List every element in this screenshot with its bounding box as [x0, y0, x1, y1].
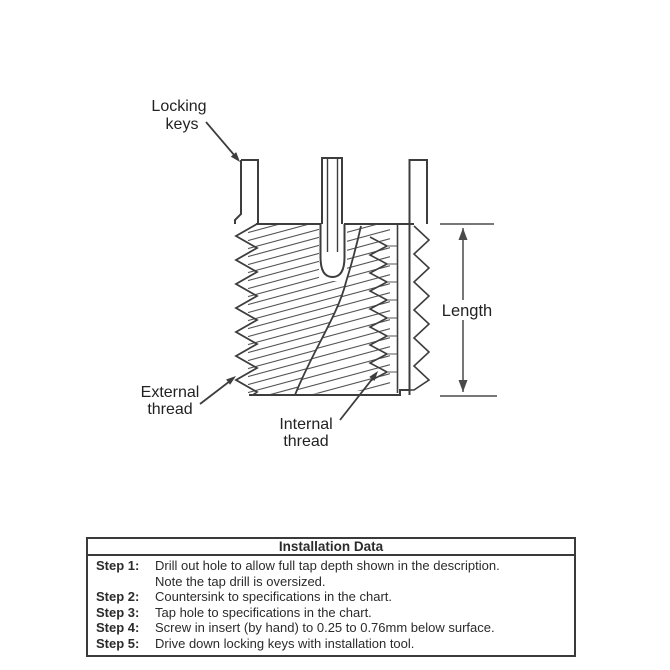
table-row	[96, 589, 572, 605]
dimension-arrow-up-icon	[459, 228, 468, 240]
external-thread-arrow-line	[200, 381, 230, 404]
step-text-line: Tap hole to specifications in the chart.	[155, 604, 372, 620]
step-label: Step 3:	[96, 604, 140, 620]
step-text	[155, 558, 572, 589]
internal-thread-section-lines	[387, 246, 397, 372]
dimension-arrow-down-icon	[459, 380, 468, 392]
step-text	[155, 589, 572, 605]
external-thread-zigzag	[236, 224, 257, 395]
internal-thread-callout	[279, 371, 378, 450]
locking-keys-arrow-line	[206, 122, 235, 156]
step-label: Step 5:	[96, 635, 140, 651]
step-label: Step 4:	[96, 620, 140, 636]
table-body	[88, 556, 574, 655]
step-text	[155, 605, 572, 621]
step-text-line: Drill out hole to allow full tap depth shown in the description.	[155, 558, 500, 573]
table-row	[96, 620, 572, 636]
internal-thread-arrow-line	[340, 378, 373, 420]
label-length: Length	[441, 302, 493, 320]
step-text-line: Note the tap drill is oversized.	[155, 573, 326, 589]
label-internal-thread-line1: Internal	[279, 416, 333, 433]
label-external-thread-line1: External	[140, 384, 200, 401]
locking-keys-callout	[151, 98, 240, 162]
step-label: Step 2:	[96, 589, 140, 605]
step-text	[155, 620, 572, 636]
length-dimension	[436, 224, 498, 396]
table-row	[96, 605, 572, 621]
step-text-line: Countersink to specifications in the chart.	[155, 589, 393, 605]
right-side-profile	[398, 225, 430, 393]
step-text-line: Screw in insert (by hand) to 0.25 to 0.76mm below surface.	[155, 620, 495, 636]
installation-data-table	[86, 537, 576, 657]
label-internal-thread-line2: thread	[283, 433, 329, 450]
label-locking-keys-line1: Locking	[151, 98, 207, 115]
table-title: Installation Data	[88, 539, 574, 556]
table-row	[96, 636, 572, 652]
table-row	[96, 558, 572, 589]
step-text	[155, 636, 572, 652]
label-locking-keys-line2: keys	[165, 116, 199, 133]
label-external-thread-line2: thread	[147, 401, 193, 418]
external-thread-callout	[141, 376, 236, 418]
step-label: Step 1:	[96, 558, 140, 573]
left-locking-key	[235, 160, 258, 224]
step-text-line: Drive down locking keys with installation tool.	[155, 635, 415, 651]
